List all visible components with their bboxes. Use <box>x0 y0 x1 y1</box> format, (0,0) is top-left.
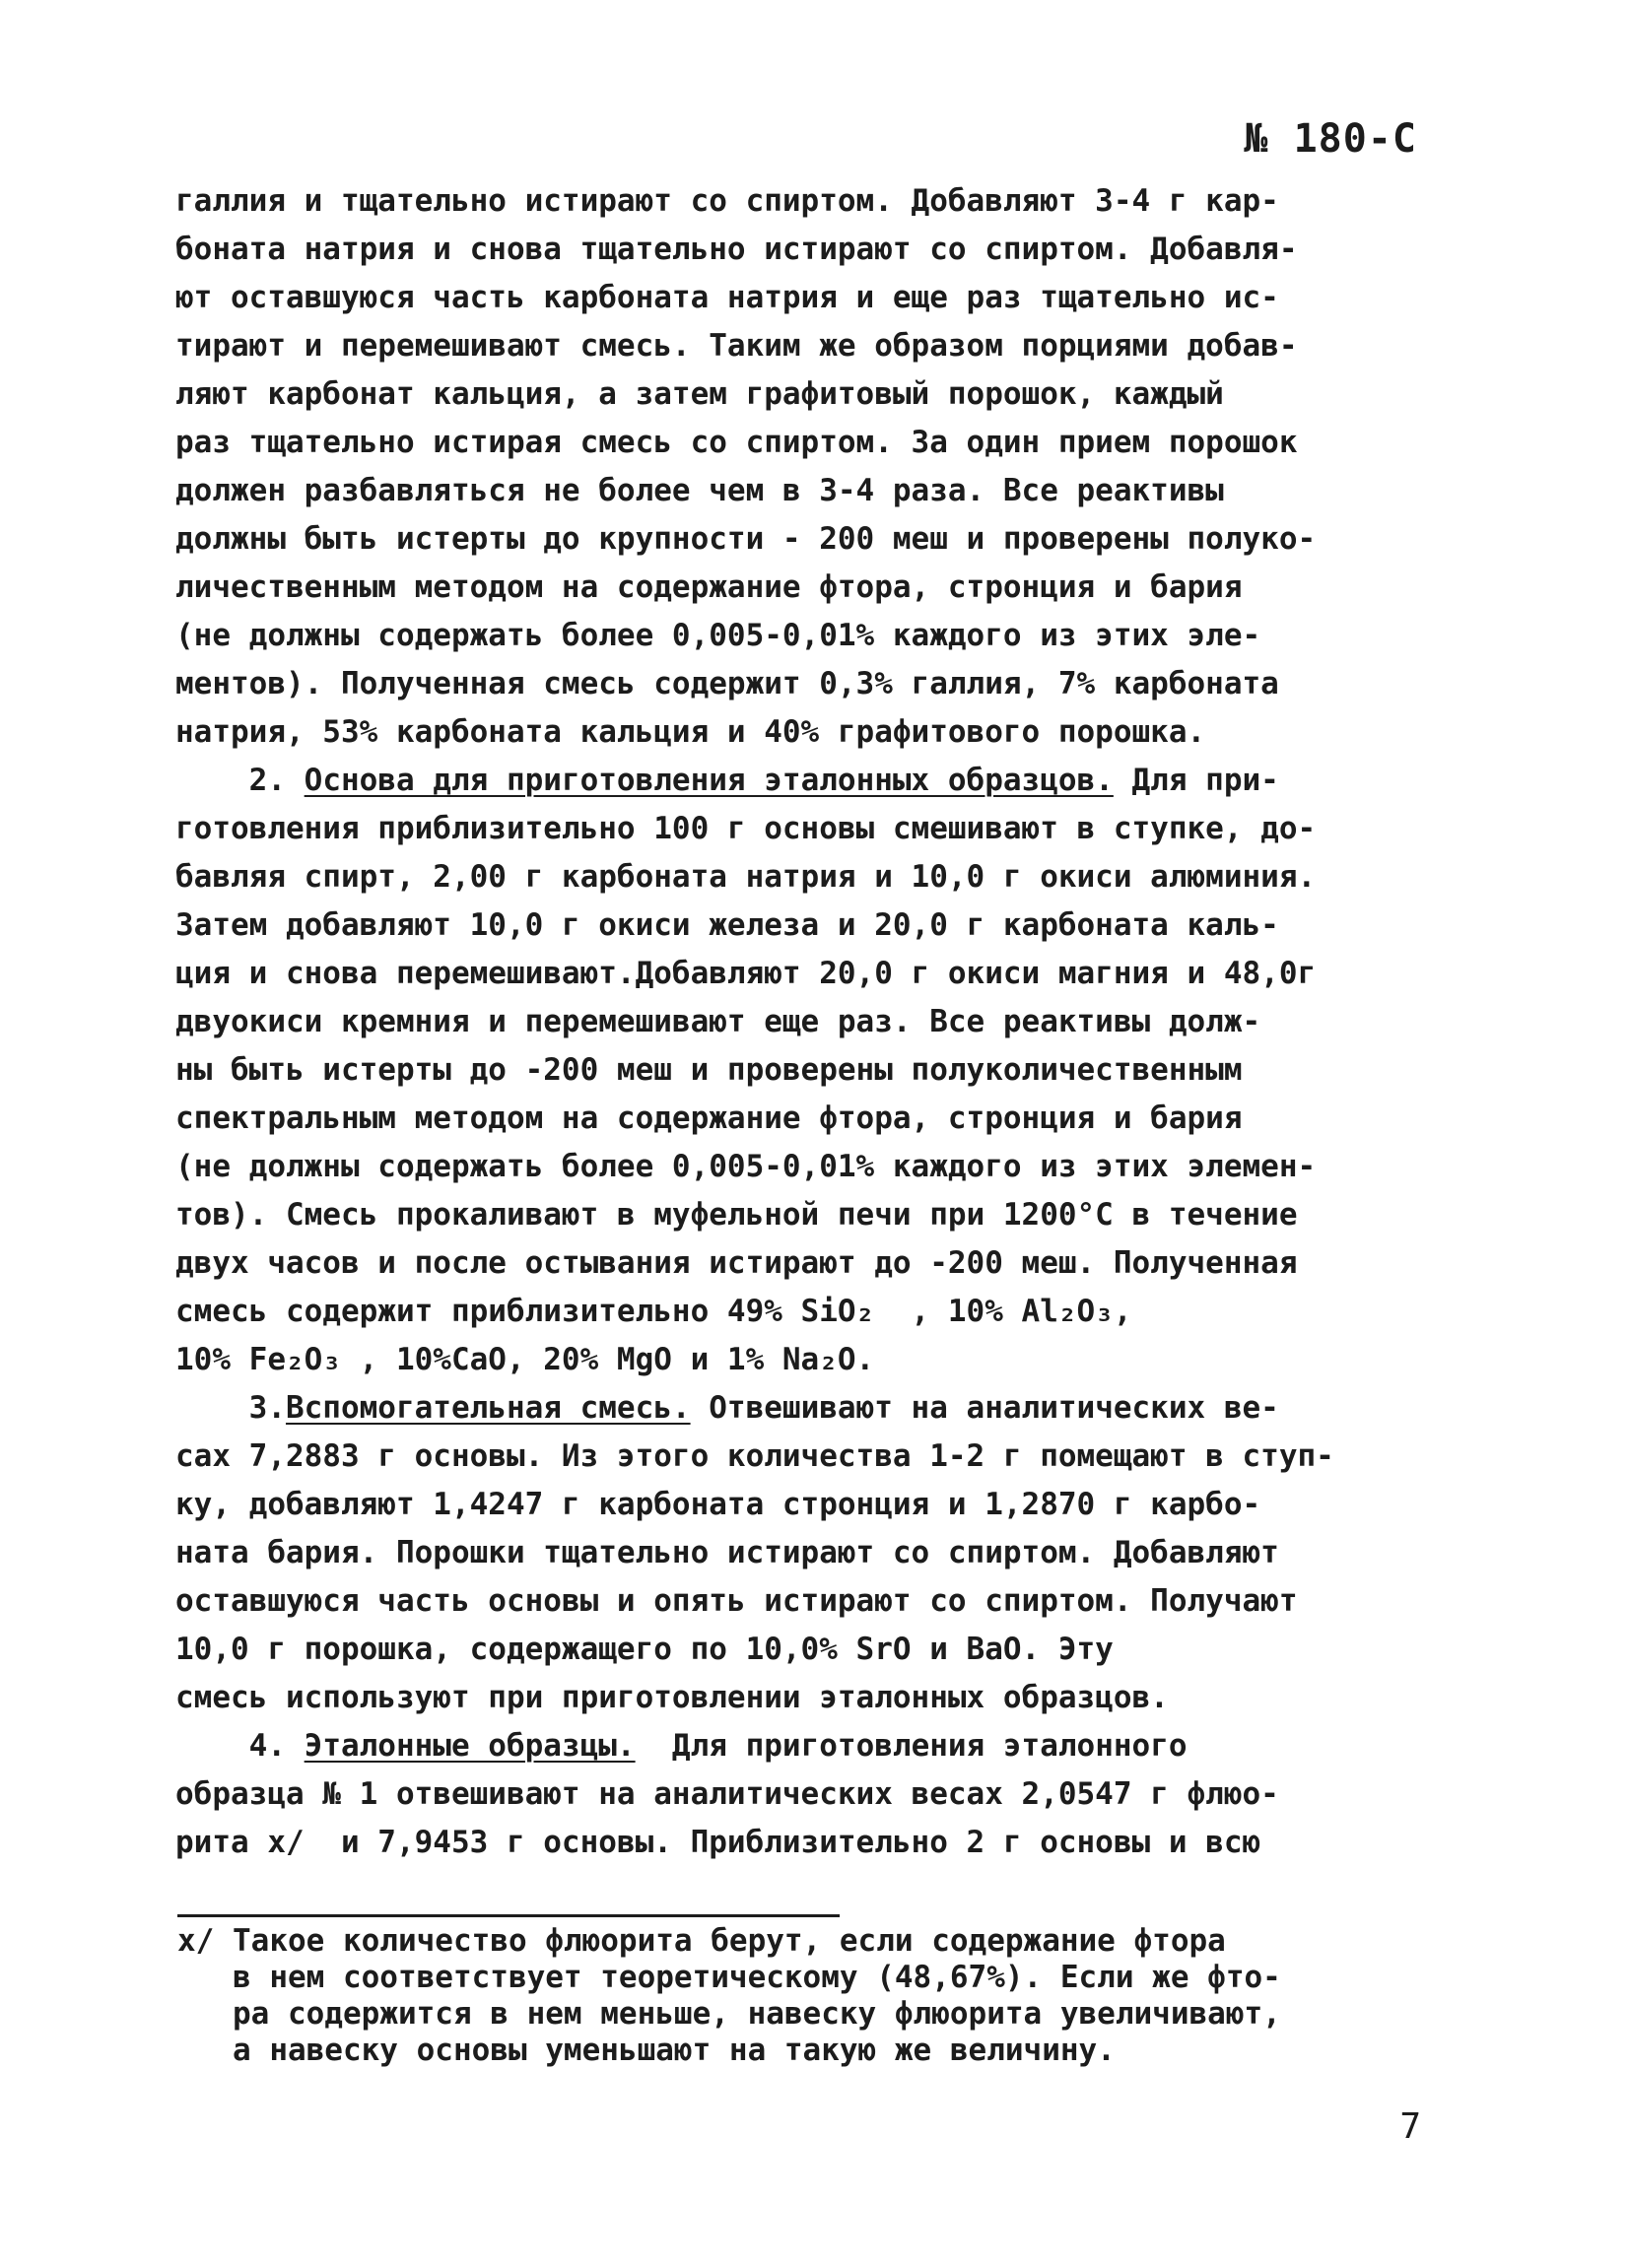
text-line: натрия, 53% карбоната кальция и 40% графитового порошка. <box>175 714 1206 750</box>
text-line: спектральным методом на содержание фтора, стронция и бария <box>175 1101 1243 1136</box>
text-line: боната натрия и снова тщательно истирают со спиртом. Добавля- <box>175 232 1298 267</box>
text-line: ция и снова перемешивают.Добавляют 20,0 г окиси магния и 48,0г <box>175 956 1317 991</box>
text-line: должен разбавляться не более чем в 3-4 раза. Все реактивы <box>175 473 1224 508</box>
text-line: тирают и перемешивают смесь. Таким же образом порциями добав- <box>175 328 1298 364</box>
text-line: сах 7,2883 г основы. Из этого количества 1-2 г помещают в ступ- <box>175 1438 1334 1474</box>
document-number: № 180-С <box>1244 116 1417 162</box>
footnote-line: ра содержится в нем меньше, навеску флюорита увеличивают, <box>177 1996 1281 2032</box>
section-2-title: Основа для приготовления эталонных образцов. <box>304 763 1114 798</box>
text-line: готовления приблизительно 100 г основы смешивают в ступке, до- <box>175 811 1317 846</box>
text-line: Затем добавляют 10,0 г окиси железа и 20,0 г карбоната каль- <box>175 907 1279 943</box>
text-line: личественным методом на содержание фтора, стронция и бария <box>175 569 1243 605</box>
text-line: 10% Fe₂O₃ , 10%CaO, 20% MgO и 1% Na₂O. <box>175 1342 875 1377</box>
body-text <box>175 177 1466 1867</box>
text-line: смесь содержит приблизительно 49% SiO₂ , 10% Al₂O₃, <box>175 1294 1132 1329</box>
section-2-heading-rest: Для при- <box>1113 763 1279 798</box>
text-line: ют оставшуюся часть карбоната натрия и еще раз тщательно ис- <box>175 280 1279 315</box>
section-2-number: 2. <box>248 763 305 798</box>
text-line: оставшуюся часть основы и опять истирают со спиртом. Получают <box>175 1583 1298 1619</box>
section-4-title: Эталонные образцы. <box>304 1728 636 1764</box>
text-line: ны быть истерты до -200 меш и проверены полуколичественным <box>175 1052 1243 1088</box>
text-line: двух часов и после остывания истирают до -200 меш. Полученная <box>175 1245 1298 1281</box>
text-line: 10,0 г порошка, содержащего по 10,0% SrO и BaO. Эту <box>175 1632 1114 1667</box>
section-3-heading-line <box>175 1384 1466 1433</box>
text-line: ментов). Полученная смесь содержит 0,3% галлия, 7% карбоната <box>175 666 1279 701</box>
text-line: образца № 1 отвешивают на аналитических весах 2,0547 г флюо- <box>175 1776 1279 1812</box>
footnote-divider <box>177 1914 840 1917</box>
text-line: ната бария. Порошки тщательно истирают со спиртом. Добавляют <box>175 1535 1279 1570</box>
section-4-heading-rest: Для приготовления эталонного <box>635 1728 1188 1764</box>
footnote <box>177 1923 1459 2069</box>
text-line: бавляя спирт, 2,00 г карбоната натрия и 10,0 г окиси алюминия. <box>175 859 1317 895</box>
text-line: рита х/ и 7,9453 г основы. Приблизительно 2 г основы и всю <box>175 1825 1261 1860</box>
footnote-line: а навеску основы уменьшают на такую же величину. <box>177 2033 1116 2068</box>
text-line: должны быть истерты до крупности - 200 меш и проверены полуко- <box>175 521 1317 557</box>
text-line: двуокиси кремния и перемешивают еще раз. Все реактивы долж- <box>175 1004 1261 1039</box>
text-line: ляют карбонат кальция, а затем графитовый порошок, каждый <box>175 376 1224 412</box>
text-line: галлия и тщательно истирают со спиртом. Добавляют 3-4 г кар- <box>175 183 1279 219</box>
text-line: (не должны содержать более 0,005-0,01% каждого из этих эле- <box>175 618 1261 653</box>
footnote-line: в нем соответствует теоретическому (48,67%). Если же фто- <box>177 1960 1281 1995</box>
text-line: раз тщательно истирая смесь со спиртом. За один прием порошок <box>175 425 1298 460</box>
section-3-heading-rest: Отвешивают на аналитических ве- <box>690 1390 1279 1426</box>
page-number: 7 <box>1399 2106 1421 2147</box>
text-line: ку, добавляют 1,4247 г карбоната стронция и 1,2870 г карбо- <box>175 1487 1261 1522</box>
section-4-heading-line <box>175 1722 1466 1770</box>
text-line: смесь используют при приготовлении эталонных образцов. <box>175 1680 1169 1715</box>
section-3-title: Вспомогательная смесь. <box>285 1390 691 1426</box>
text-line: (не должны содержать более 0,005-0,01% каждого из этих элемен- <box>175 1149 1317 1184</box>
section-4-number: 4. <box>248 1728 305 1764</box>
section-3-number: 3. <box>248 1390 286 1426</box>
footnote-line: х/ Такое количество флюорита берут, если содержание фтора <box>177 1923 1226 1959</box>
section-2-heading-line <box>175 757 1466 805</box>
text-line: тов). Смесь прокаливают в муфельной печи при 1200°С в течение <box>175 1197 1298 1233</box>
